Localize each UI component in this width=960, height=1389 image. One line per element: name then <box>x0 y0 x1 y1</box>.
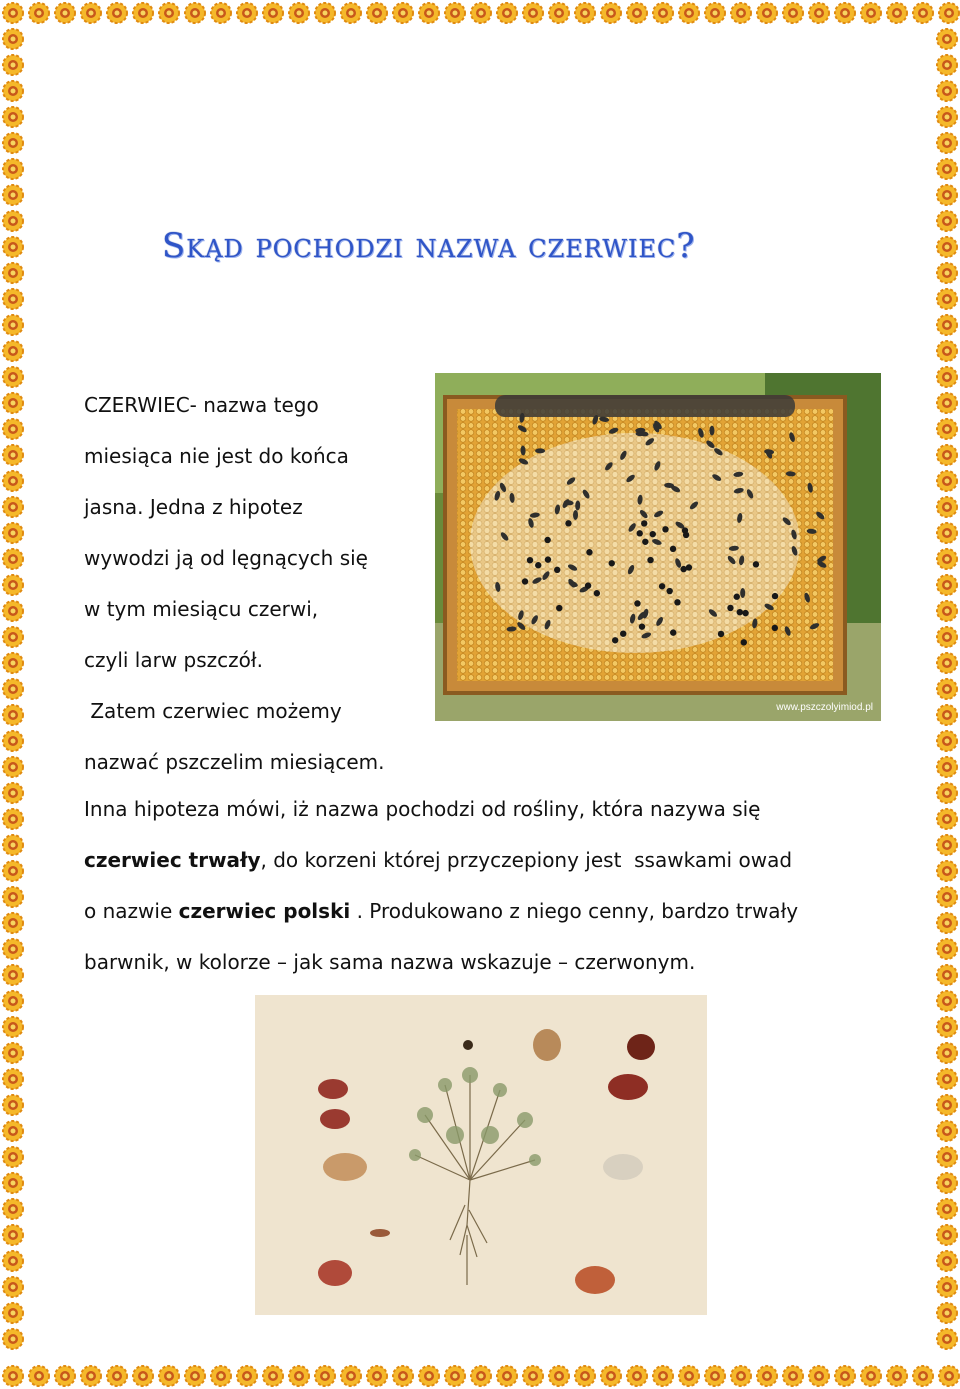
sunflower-icon <box>783 3 803 23</box>
sunflower-icon <box>937 1173 957 1193</box>
sunflower-icon <box>3 1251 23 1271</box>
sunflower-icon <box>937 1043 957 1063</box>
sunflower-icon <box>3 107 23 127</box>
comb-cell <box>637 530 643 536</box>
bee-shape <box>535 448 545 453</box>
sunflower-icon <box>627 1366 647 1386</box>
sunflower-icon <box>3 497 23 517</box>
para-text: , do korzeni której przyczepiony jest ssawkami owad <box>260 848 793 872</box>
comb-cell <box>718 631 724 637</box>
sunflower-icon <box>731 3 751 23</box>
second-paragraph <box>84 784 904 988</box>
sunflower-icon <box>3 913 23 933</box>
sunflower-icon <box>3 653 23 673</box>
sunflower-icon <box>937 835 957 855</box>
sunflower-icon <box>937 367 957 387</box>
comb-cell <box>594 590 600 596</box>
sunflower-icon <box>341 1366 361 1386</box>
sunflower-icon <box>937 55 957 75</box>
sunflower-icon <box>937 965 957 985</box>
sunflower-icon <box>937 861 957 881</box>
sunflower-icon <box>3 211 23 231</box>
sunflower-icon <box>3 549 23 569</box>
comb-cell <box>742 610 748 616</box>
sunflower-icon <box>937 289 957 309</box>
sunflower-icon <box>937 29 957 49</box>
comb-cell <box>545 556 551 562</box>
sunflower-icon <box>601 3 621 23</box>
sunflower-icon <box>3 679 23 699</box>
sunflower-icon <box>3 133 23 153</box>
sunflower-icon <box>575 3 595 23</box>
sunflower-icon <box>653 1366 673 1386</box>
sunflower-icon <box>471 1366 491 1386</box>
sunflower-icon <box>3 627 23 647</box>
bee-shape <box>740 588 745 598</box>
sunflower-icon <box>937 1329 957 1349</box>
sunflower-icon <box>3 757 23 777</box>
sunflower-icon <box>3 81 23 101</box>
bold-term: czerwiec trwały <box>84 848 261 872</box>
sunflower-icon <box>575 1366 595 1386</box>
intro-line: Zatem czerwiec możemy <box>84 699 342 723</box>
comb-cell <box>772 625 778 631</box>
sunflower-icon <box>237 1366 257 1386</box>
page-title: Skąd pochodzi nazwa czerwiec? <box>162 226 696 266</box>
comb-cell <box>727 605 733 611</box>
decorative-border-right <box>934 0 960 1389</box>
sunflower-icon <box>913 3 933 23</box>
sunflower-icon <box>937 1017 957 1037</box>
sunflower-icon <box>937 731 957 751</box>
sunflower-icon <box>3 393 23 413</box>
sunflower-icon <box>937 939 957 959</box>
sunflower-icon <box>937 315 957 335</box>
sunflower-icon <box>133 1366 153 1386</box>
sunflower-icon <box>3 1147 23 1167</box>
sunflower-icon <box>185 3 205 23</box>
sunflower-icon <box>835 1366 855 1386</box>
comb-cell <box>642 539 648 545</box>
sunflower-icon <box>211 1366 231 1386</box>
sunflower-icon <box>3 835 23 855</box>
comb-cell <box>670 546 676 552</box>
sunflower-icon <box>3 341 23 361</box>
sunflower-icon <box>937 211 957 231</box>
comb-cell <box>585 582 591 588</box>
sunflower-icon <box>3 315 23 335</box>
sunflower-icon <box>3 1225 23 1245</box>
sunflower-icon <box>937 497 957 517</box>
sunflower-icon <box>937 393 957 413</box>
sunflower-icon <box>809 1366 829 1386</box>
sunflower-icon <box>653 3 673 23</box>
comb-cell <box>682 527 688 533</box>
sunflower-icon <box>3 1121 23 1141</box>
sunflower-icon <box>937 809 957 829</box>
comb-cell <box>647 557 653 563</box>
sunflower-icon <box>55 3 75 23</box>
sunflower-icon <box>263 3 283 23</box>
sunflower-icon <box>3 861 23 881</box>
sunflower-icon <box>3 965 23 985</box>
sunflower-icon <box>133 3 153 23</box>
sunflower-icon <box>705 1366 725 1386</box>
intro-line: w tym miesiącu czerwi, <box>84 597 319 621</box>
sunflower-icon <box>393 1366 413 1386</box>
sunflower-icon <box>937 237 957 257</box>
sunflower-icon <box>937 445 957 465</box>
botanical-illustration <box>255 995 707 1315</box>
sunflower-icon <box>3 1303 23 1323</box>
sunflower-icon <box>3 289 23 309</box>
sunflower-icon <box>29 1366 49 1386</box>
sunflower-icon <box>783 1366 803 1386</box>
sunflower-icon <box>341 3 361 23</box>
sunflower-icon <box>937 523 957 543</box>
decorative-border-left <box>0 0 26 1389</box>
sunflower-icon <box>3 1366 23 1386</box>
comb-cell <box>620 630 626 636</box>
para-text: o nazwie <box>84 899 179 923</box>
sunflower-icon <box>3 1329 23 1349</box>
comb-cell <box>772 593 778 599</box>
sunflower-icon <box>939 1366 959 1386</box>
sunflower-icon <box>445 1366 465 1386</box>
sunflower-icon <box>731 1366 751 1386</box>
comb-cell <box>641 520 647 526</box>
para-line <box>84 835 904 886</box>
sunflower-icon <box>29 3 49 23</box>
comb-cell <box>741 639 747 645</box>
photo-caption: www.pszczolyimiod.pl <box>776 702 873 713</box>
sunflower-icon <box>757 1366 777 1386</box>
sunflower-icon <box>757 3 777 23</box>
sunflower-icon <box>679 1366 699 1386</box>
sunflower-icon <box>937 913 957 933</box>
sunflower-icon <box>393 3 413 23</box>
sunflower-icon <box>3 601 23 621</box>
sunflower-icon <box>3 523 23 543</box>
sunflower-icon <box>937 887 957 907</box>
comb-cell <box>650 531 656 537</box>
sunflower-icon <box>3 1173 23 1193</box>
para-line <box>84 886 904 937</box>
sunflower-icon <box>523 1366 543 1386</box>
sunflower-icon <box>835 3 855 23</box>
sunflower-icon <box>861 1366 881 1386</box>
sunflower-icon <box>3 1069 23 1089</box>
sunflower-icon <box>937 757 957 777</box>
sunflower-icon <box>861 3 881 23</box>
sunflower-icon <box>523 3 543 23</box>
sunflower-icon <box>937 783 957 803</box>
sunflower-icon <box>445 3 465 23</box>
sunflower-icon <box>289 3 309 23</box>
sunflower-icon <box>3 159 23 179</box>
comb-cell <box>674 599 680 605</box>
sunflower-icon <box>937 991 957 1011</box>
sunflower-icon <box>937 471 957 491</box>
sunflower-icon <box>497 1366 517 1386</box>
sunflower-icon <box>367 1366 387 1386</box>
intro-text <box>84 380 424 788</box>
sunflower-icon <box>3 1199 23 1219</box>
intro-line: miesiąca nie jest do końca <box>84 444 349 468</box>
intro-line: CZERWIEC- nazwa tego <box>84 393 319 417</box>
bee-shape <box>709 426 714 436</box>
sunflower-icon <box>3 1095 23 1115</box>
sunflower-icon <box>937 263 957 283</box>
comb-cell <box>670 629 676 635</box>
para-line: barwnik, w kolorze – jak sama nazwa wskazuje – czerwonym. <box>84 950 696 974</box>
sunflower-icon <box>937 107 957 127</box>
sunflower-icon <box>937 185 957 205</box>
sunflower-icon <box>237 3 257 23</box>
sunflower-icon <box>679 3 699 23</box>
comb-cell <box>734 594 740 600</box>
comb-cell <box>527 557 533 563</box>
sunflower-icon <box>3 705 23 725</box>
comb-cell <box>737 609 743 615</box>
sunflower-icon <box>937 341 957 361</box>
para-line: Inna hipoteza mówi, iż nazwa pochodzi od rośliny, która nazywa się <box>84 797 761 821</box>
sunflower-icon <box>211 3 231 23</box>
intro-line: czyli larw pszczół. <box>84 648 263 672</box>
decorative-border-bottom <box>0 1363 960 1389</box>
intro-line: nazwać pszczelim miesiącem. <box>84 750 385 774</box>
sunflower-icon <box>419 3 439 23</box>
para-text: . Produkowano z niego cenny, bardzo trwały <box>350 899 799 923</box>
sunflower-icon <box>159 3 179 23</box>
comb-cell <box>634 600 640 606</box>
comb-cell <box>609 560 615 566</box>
comb-cell <box>753 561 759 567</box>
sunflower-icon <box>289 1366 309 1386</box>
sunflower-icon <box>471 3 491 23</box>
sunflower-icon <box>887 1366 907 1386</box>
decorative-border-top <box>0 0 960 26</box>
sunflower-icon <box>809 3 829 23</box>
comb-cell <box>686 564 692 570</box>
sunflower-icon <box>937 419 957 439</box>
sunflower-icon <box>3 1043 23 1063</box>
sunflower-icon <box>3 731 23 751</box>
sunflower-icon <box>705 3 725 23</box>
sunflower-icon <box>549 1366 569 1386</box>
sunflower-icon <box>939 3 959 23</box>
sunflower-icon <box>3 809 23 829</box>
sunflower-icon <box>55 1366 75 1386</box>
sunflower-icon <box>497 3 517 23</box>
sunflower-icon <box>3 237 23 257</box>
sunflower-icon <box>185 1366 205 1386</box>
comb-cell <box>662 526 668 532</box>
intro-line: wywodzi ją od lęgnących się <box>84 546 368 570</box>
sunflower-icon <box>3 55 23 75</box>
sunflower-icon <box>315 3 335 23</box>
sunflower-icon <box>3 575 23 595</box>
sunflower-icon <box>419 1366 439 1386</box>
sunflower-icon <box>3 185 23 205</box>
sunflower-icon <box>937 133 957 153</box>
sunflower-icon <box>937 575 957 595</box>
sunflower-icon <box>81 1366 101 1386</box>
sunflower-icon <box>601 1366 621 1386</box>
comb-cell <box>639 623 645 629</box>
sunflower-icon <box>3 991 23 1011</box>
comb-cell <box>535 562 541 568</box>
sunflower-icon <box>315 1366 335 1386</box>
honeycomb-photo <box>435 373 881 721</box>
sunflower-icon <box>937 653 957 673</box>
comb-cell <box>659 583 665 589</box>
sunflower-icon <box>937 1225 957 1245</box>
sunflower-icon <box>937 705 957 725</box>
sunflower-icon <box>549 3 569 23</box>
sunflower-icon <box>937 1121 957 1141</box>
sunflower-icon <box>937 627 957 647</box>
sunflower-icon <box>937 1303 957 1323</box>
sunflower-icon <box>3 29 23 49</box>
sunflower-icon <box>3 3 23 23</box>
comb-cell <box>556 605 562 611</box>
sunflower-icon <box>937 159 957 179</box>
sunflower-icon <box>3 471 23 491</box>
sunflower-icon <box>3 783 23 803</box>
sunflower-icon <box>937 1147 957 1167</box>
sunflower-icon <box>3 1277 23 1297</box>
sunflower-icon <box>937 1199 957 1219</box>
sunflower-icon <box>107 1366 127 1386</box>
sunflower-icon <box>3 939 23 959</box>
sunflower-icon <box>3 419 23 439</box>
sunflower-icon <box>937 549 957 569</box>
sunflower-icon <box>937 679 957 699</box>
sunflower-icon <box>3 1017 23 1037</box>
sunflower-icon <box>937 1069 957 1089</box>
sunflower-icon <box>627 3 647 23</box>
sunflower-icon <box>937 1095 957 1115</box>
comb-cell <box>666 588 672 594</box>
sunflower-icon <box>937 601 957 621</box>
sunflower-icon <box>913 1366 933 1386</box>
comb-cell <box>544 537 550 543</box>
sunflower-icon <box>159 1366 179 1386</box>
comb-cell <box>554 567 560 573</box>
comb-cell <box>612 637 618 643</box>
sunflower-icon <box>3 445 23 465</box>
comb-cell <box>522 578 528 584</box>
comb-cell <box>565 520 571 526</box>
sunflower-icon <box>887 3 907 23</box>
sunflower-icon <box>107 3 127 23</box>
sunflower-icon <box>367 3 387 23</box>
comb-cell <box>586 549 592 555</box>
bold-term: czerwiec polski <box>178 899 351 923</box>
sunflower-icon <box>3 887 23 907</box>
sunflower-icon <box>937 1251 957 1271</box>
sunflower-icon <box>937 81 957 101</box>
sunflower-icon <box>3 263 23 283</box>
sunflower-icon <box>3 367 23 387</box>
sunflower-icon <box>263 1366 283 1386</box>
sunflower-icon <box>937 1277 957 1297</box>
sunflower-icon <box>81 3 101 23</box>
intro-line: jasna. Jedna z hipotez <box>84 495 303 519</box>
